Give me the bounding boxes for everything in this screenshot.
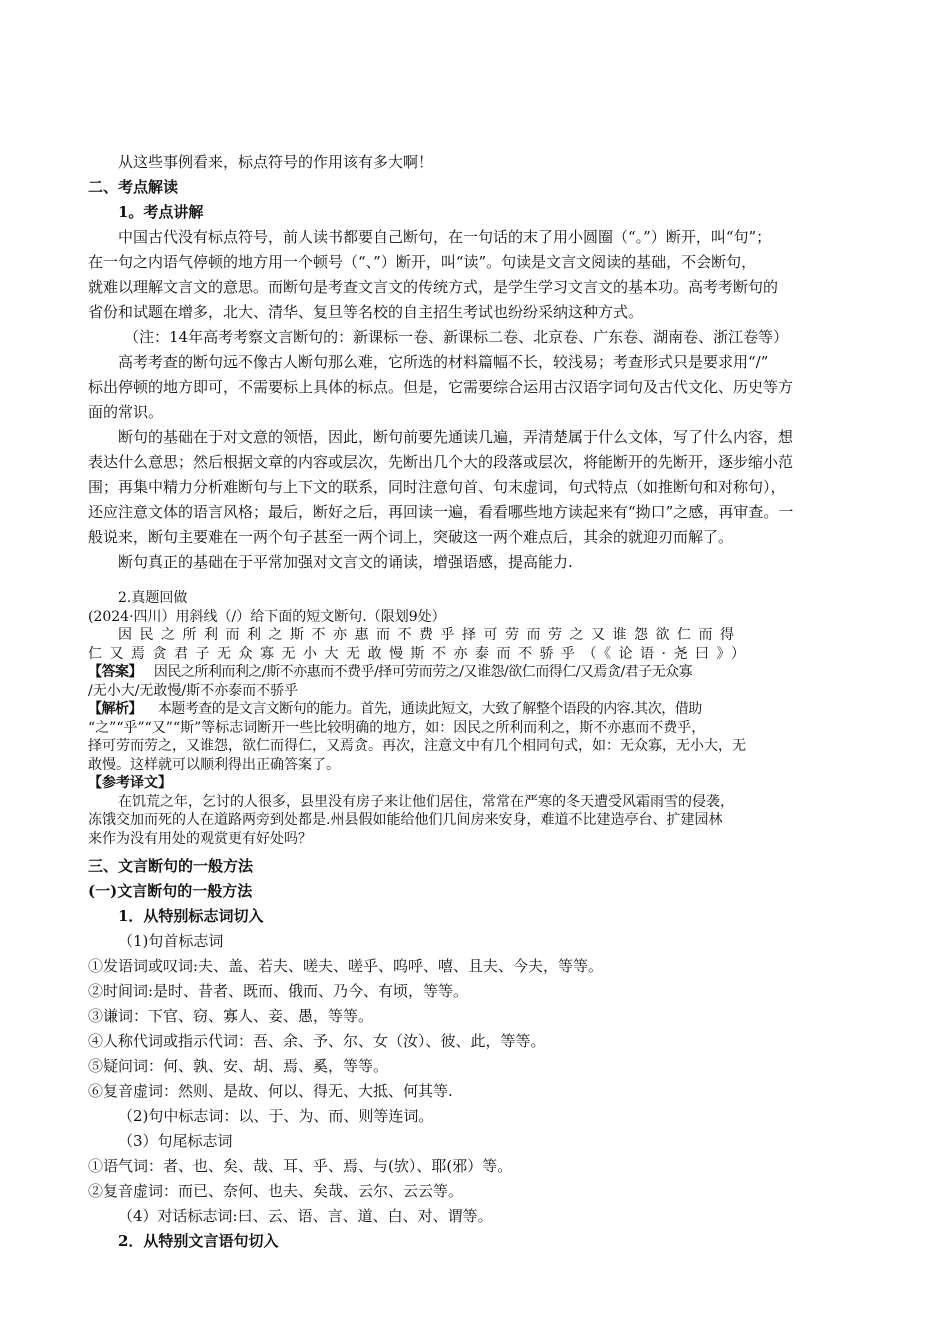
question-heading: (2024·四川）用斜线（/）给下面的短文断句.（限划9处） xyxy=(88,608,446,625)
explanation-paragraph-2: 高考考查的断句远不像古人断句那么难，它所选的材料篇幅不长，较浅易；考查形式只是要求用“/” 标出停顿的地方即可，不需要标上具体的标点。但是，它需要综合运用古汉语字词句及古代文化、历史等方 面的常识。 xyxy=(88,353,794,421)
mid-sentence-markers: （2)句中标志词：以、于、为、而、则等连词。 xyxy=(118,1107,434,1125)
list-item: ②时间词:是时、昔者、既而、俄而、乃今、有顷，等等。 xyxy=(88,982,469,1000)
analysis-label: 【解析】 xyxy=(88,701,142,717)
sentence-end-markers-heading: （3）句尾标志词 xyxy=(118,1132,233,1150)
answer-label: 【答案】 xyxy=(88,664,142,680)
subsection-1-heading: 1。考点讲解 xyxy=(118,203,204,221)
section-2-heading: 二、考点解读 xyxy=(88,178,179,196)
spacer xyxy=(88,575,864,589)
method-2-heading: 2．从特别文言语句切入 xyxy=(118,1232,279,1250)
document-page xyxy=(88,150,864,1254)
explanation-paragraph-3: 断句的基础在于对文意的领悟，因此，断句前要先通读几遍，弄清楚属于什么文体，写了什么内容，想 表达什么意思；然后根据文章的内容或层次，先断出几个大的段落或层次，将能断开的先断开，逐步缩小范 围；再集中精力分析难断句与上下文的联系，同时注意句首、句末虚词，句式特点（如推断句和对称句）， 还应注意文体的语言风格；最后，断好之后，再回读一遍，看看哪些地方读起来有“拗口”之感，再审查。一 般说来，断句主要难在一两个句子甚至一两个词上，突破这一两个难点后，其余的就迎刃而解了。 xyxy=(88,428,794,546)
analysis-block: 【解析】 本题考查的是文言文断句的能力。首先，通读此短文，大致了解整个语段的内容.其次，借助 “之”“乎”“又”“斯”等标志词断开一些比较明确的地方，如：因民之所利而利之，斯不亦惠而不费乎， 择可劳而劳之，又谁怨，欲仁而得仁，又焉贪。再次，注意文中有几个相同句式，如：无众寡，无小大，无 敢慢。这样就可以顺利得出正确答案了。 xyxy=(88,701,746,773)
list-item: ①语气词：者、也、矣、哉、耳、乎、焉、与(欤）、耶(邪）等。 xyxy=(88,1157,513,1175)
explanation-paragraph-4: 断句真正的基础在于平常加强对文言文的诵读，增强语感，提高能力. xyxy=(118,553,573,571)
subsection-2-heading: 2.真题回做 xyxy=(118,590,188,606)
answer-text: 因民之所利而利之/斯不亦惠而不费乎/择可劳而劳之/又谁怨/欲仁而得仁/又焉贪/君子无众寡 xyxy=(153,664,693,680)
sentence-start-markers-heading: （1)句首标志词 xyxy=(118,932,224,950)
note-paragraph: （注：14年高考考察文言断句的：新课标一卷、新课标二卷、北京卷、广东卷、湖南卷、浙江卷等） xyxy=(124,328,789,346)
translation-label: 【参考译文】 xyxy=(88,775,172,791)
list-item: ⑥复音虚词：然则、是故、何以、得无、大抵、何其等. xyxy=(88,1082,453,1100)
question-text: 因民之所利而利之斯不亦惠而不费乎择可劳而劳之又谁怨欲仁而得 仁又焉贪君子无众寡无小大无敢慢斯不亦泰而不骄乎（《论语·尧曰》） xyxy=(88,627,753,662)
list-item: ①发语词或叹词:夫、盖、若夫、嗟夫、嗟乎、呜呼、嘻、且夫、今夫，等等。 xyxy=(88,957,604,975)
method-1-heading: 1．从特别标志词切入 xyxy=(118,907,264,925)
section-3-heading: 三、文言断句的一般方法 xyxy=(88,857,254,875)
explanation-paragraph-1: 中国古代没有标点符号，前人读书都要自己断句，在一句话的末了用小圆圈（“。”）断开，叫“句”； 在一句之内语气停顿的地方用一个顿号（“、”）断开，叫“读”。句读是文言文阅读的基础，不会断句， 就难以理解文言文的意思。而断句是考查文言文的传统方式，是学生学习文言文的基本功。高考考断句的 省份和试题在增多，北大、清华、复旦等名校的自主招生考试也纷纷采纳这种方式。 xyxy=(88,228,779,321)
section-3-subheading: (一)文言断句的一般方法 xyxy=(88,882,253,900)
sentence-end-markers-list xyxy=(88,1154,864,1204)
sentence-start-markers-list xyxy=(88,954,864,1104)
answer-block: 【答案】 因民之所利而利之/斯不亦惠而不费乎/择可劳而劳之/又谁怨/欲仁而得仁/又焉贪/君子无众寡 /无小大/无敢慢/斯不亦泰而不骄乎 xyxy=(88,664,693,699)
analysis-text: 本题考查的是文言文断句的能力。首先，通读此短文，大致了解整个语段的内容.其次，借助 xyxy=(157,701,702,717)
intro-tail-paragraph: 从这些事例看来，标点符号的作用该有多大啊！ xyxy=(118,153,434,171)
list-item: ③谦词：下官、窃、寡人、妾、愚，等等。 xyxy=(88,1007,374,1025)
list-item: ④人称代词或指示代词：吾、余、予、尔、女（汝）、彼、此，等等。 xyxy=(88,1032,546,1050)
translation-block: 【参考译文】 在饥荒之年，乞讨的人很多，县里没有房子来让他们居住，常常在严寒的冬天遭受风霜雨雪的侵袭， 冻饿交加而死的人在道路两旁到处都是.州县假如能给他们几间房来安身，难道不比建造亭台、扩建园林 来作为没有用处的观赏更有好处吗？ xyxy=(88,774,864,848)
list-item: ②复音虚词：而已、奈何、也夫、矣哉、云尔、云云等。 xyxy=(88,1182,464,1200)
list-item: ⑤疑问词：何、孰、安、胡、焉、奚，等等。 xyxy=(88,1057,389,1075)
dialogue-markers: （4）对话标志词:曰、云、语、言、道、白、对、谓等。 xyxy=(118,1207,493,1225)
